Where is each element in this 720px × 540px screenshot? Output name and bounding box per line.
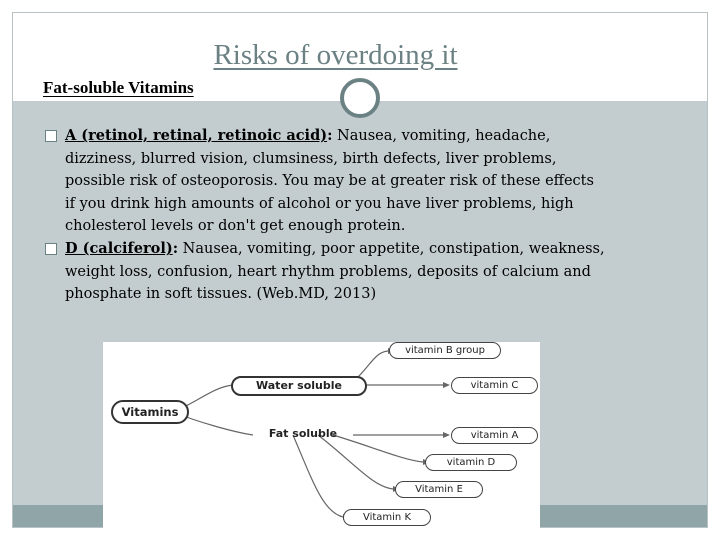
diagram-root-vitamins: Vitamins xyxy=(111,400,189,424)
bullet-text: Nausea, vomiting, poor appetite, constipation, weakness, weight loss, confusion, heart rhythm problems, deposits of calcium and phosphate in soft tissues. (Web.MD, 2013) xyxy=(65,240,605,303)
slide-title: Risks of overdoing it xyxy=(213,39,458,71)
diagram-vitamin-e: Vitamin E xyxy=(395,481,483,498)
diagram-vitamin-k: Vitamin K xyxy=(343,509,431,526)
bullet-vitamin-d xyxy=(45,238,605,306)
square-bullet-icon xyxy=(45,243,57,255)
diagram-vitamin-d: vitamin D xyxy=(425,454,517,471)
diagram-water-soluble: Water soluble xyxy=(231,376,367,396)
bullet-vitamin-a xyxy=(45,125,605,238)
decorative-circle-icon xyxy=(340,78,380,118)
slide-subtitle: Fat-soluble Vitamins xyxy=(43,78,194,97)
bullet-list xyxy=(45,125,605,306)
bullet-colon: : xyxy=(172,239,179,257)
diagram-fat-soluble: Fat soluble xyxy=(268,427,338,440)
square-bullet-icon xyxy=(45,130,57,142)
bullet-colon: : xyxy=(327,127,333,144)
diagram-vitamin-b-group: vitamin B group xyxy=(389,342,501,359)
bullet-text: Nausea, vomiting, headache, dizziness, blurred vision, clumsiness, birth defects, liver problems, possible risk of osteoporosis. You may be at greater risk of these effects if you drink high amounts of alcohol or you have liver problems, high cholesterol levels or don't get enough protein. xyxy=(65,128,594,235)
diagram-vitamin-c: vitamin C xyxy=(451,377,538,394)
bullet-term: D (calciferol) xyxy=(65,239,173,257)
vitamin-tree-diagram xyxy=(103,342,540,528)
diagram-vitamin-a: vitamin A xyxy=(451,427,538,444)
bullet-term: A (retinol, retinal, retinoic acid) xyxy=(65,127,328,144)
